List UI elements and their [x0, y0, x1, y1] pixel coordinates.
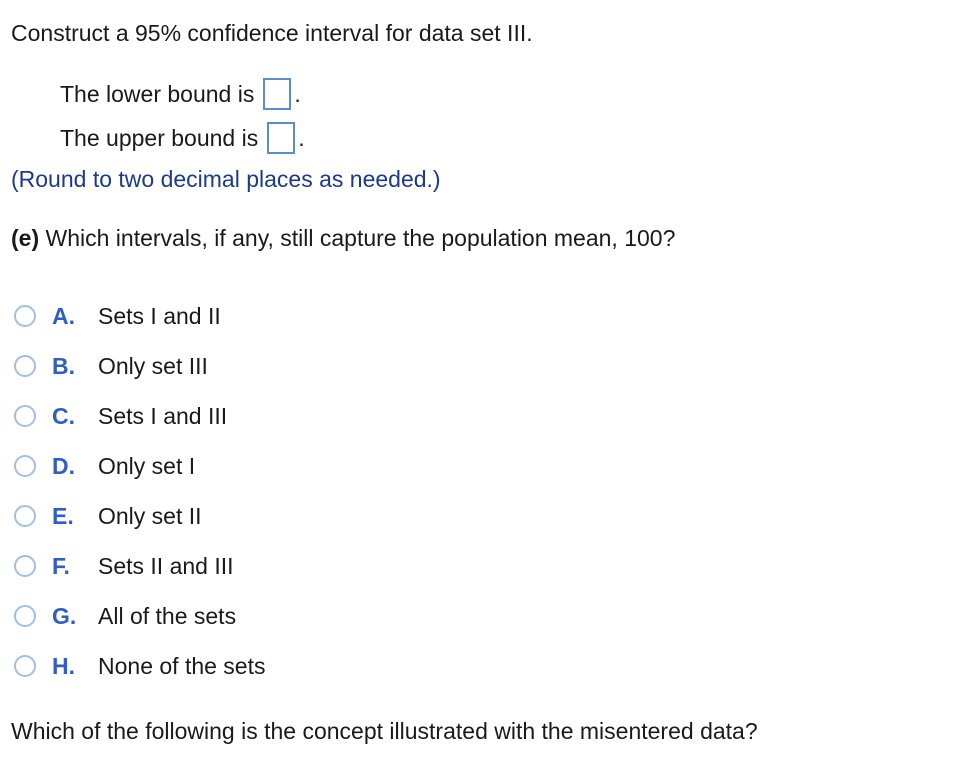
radio-icon[interactable] [14, 555, 36, 577]
radio-icon[interactable] [14, 605, 36, 627]
option-text: Only set I [98, 452, 196, 479]
option-text: Only set III [98, 352, 208, 379]
option-text: All of the sets [98, 602, 237, 629]
radio-icon[interactable] [14, 355, 36, 377]
question-e [11, 224, 675, 252]
question-prompt: Construct a 95% confidence interval for data set III. [11, 20, 533, 46]
option-text: Sets I and III [98, 402, 228, 429]
radio-icon[interactable] [14, 305, 36, 327]
upper-bound-label: The upper bound is [60, 125, 259, 151]
option-text: Sets I and II [98, 302, 221, 329]
rounding-note: (Round to two decimal places as needed.) [11, 166, 441, 192]
option-letter: F. [52, 552, 70, 579]
option-letter: B. [52, 352, 75, 379]
option-letter: C. [52, 402, 75, 429]
option-letter: A. [52, 302, 75, 329]
upper-bound-period: . [298, 125, 305, 151]
option-letter: G. [52, 602, 77, 629]
option-c[interactable] [14, 401, 227, 431]
lower-bound-row [60, 78, 301, 110]
radio-icon[interactable] [14, 455, 36, 477]
option-d[interactable] [14, 451, 195, 481]
next-question-prompt: Which of the following is the concept illustrated with the misentered data? [11, 718, 758, 744]
option-text: Sets II and III [98, 552, 234, 579]
option-text: None of the sets [98, 652, 266, 679]
option-f[interactable] [14, 551, 234, 581]
upper-bound-row [60, 122, 305, 154]
radio-icon[interactable] [14, 655, 36, 677]
option-a[interactable] [14, 301, 221, 331]
question-e-part-label: (e) [11, 225, 40, 251]
radio-icon[interactable] [14, 405, 36, 427]
lower-bound-period: . [294, 81, 301, 107]
lower-bound-input[interactable] [263, 78, 291, 110]
upper-bound-input[interactable] [267, 122, 295, 154]
radio-icon[interactable] [14, 505, 36, 527]
option-e[interactable] [14, 501, 202, 531]
option-b[interactable] [14, 351, 208, 381]
option-g[interactable] [14, 601, 236, 631]
option-text: Only set II [98, 502, 202, 529]
option-letter: D. [52, 452, 75, 479]
option-letter: H. [52, 652, 75, 679]
option-letter: E. [52, 502, 74, 529]
question-e-text: Which intervals, if any, still capture the population mean, 100? [39, 225, 676, 251]
lower-bound-label: The lower bound is [60, 81, 255, 107]
option-h[interactable] [14, 651, 266, 681]
